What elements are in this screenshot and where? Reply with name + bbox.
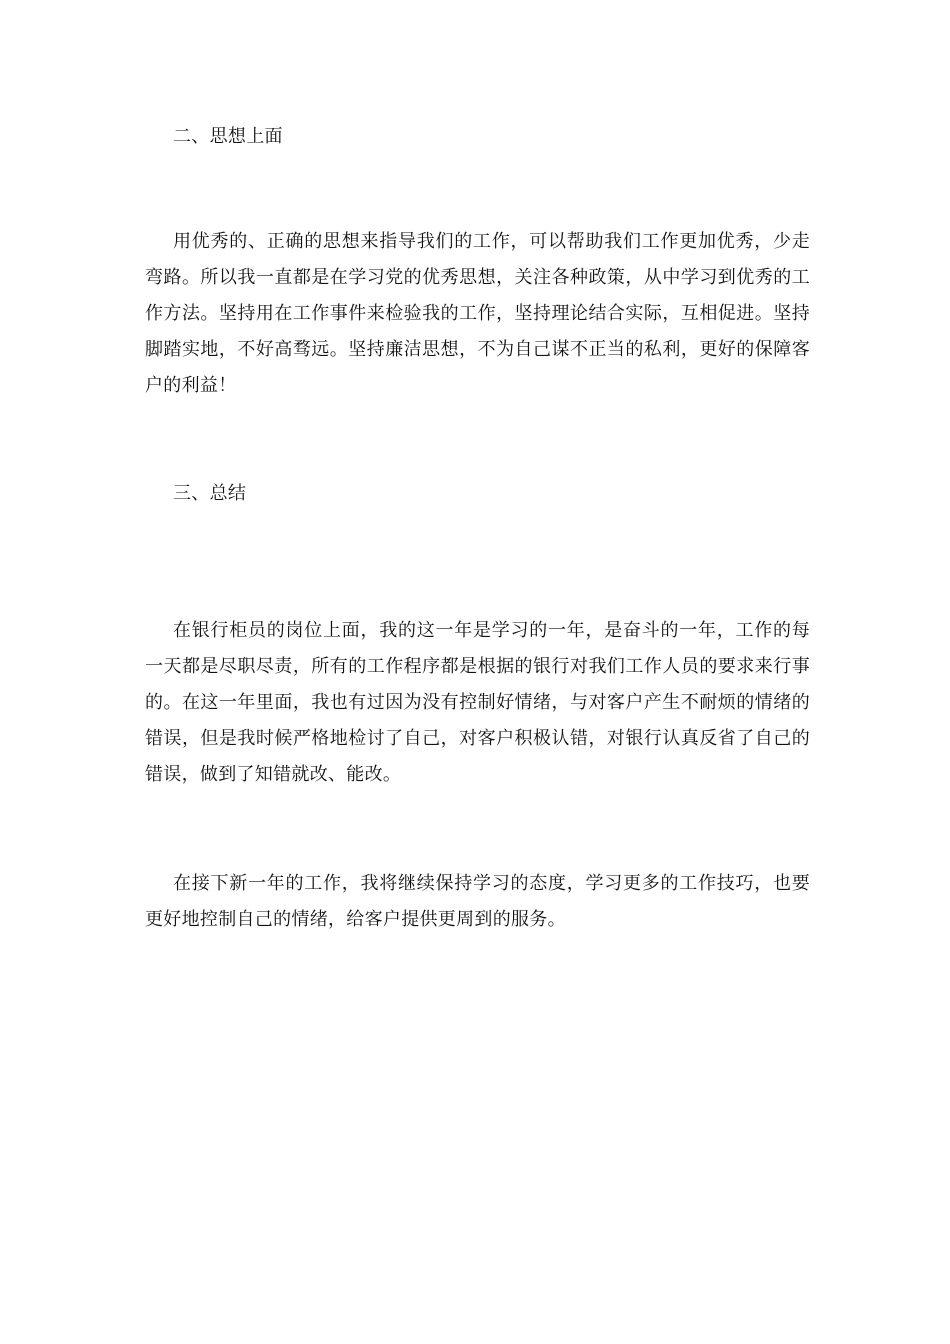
paragraph-summary-1: 在银行柜员的岗位上面，我的这一年是学习的一年，是奋斗的一年，工作的每一天都是尽职尽责，所有的工作程序都是根据的银行对我们工作人员的要求来行事的。在这一年里面，我也有过因为没有控制好情绪，与对客户产生不耐烦的情绪的错误，但是我时候严格地检讨了自己，对客户积极认错，对银行认真反省了自己的错误，做到了知错就改、能改。 [145, 620, 810, 785]
paragraph-thought: 用优秀的、正确的思想来指导我们的工作，可以帮助我们工作更加优秀，少走弯路。所以我一直都是在学习党的优秀思想，关注各种政策，从中学习到优秀的工作方法。坚持用在工作事件来检验我的工作，坚持理论结合实际，互相促进。坚持脚踏实地，不好高骛远。坚持廉洁思想，不为自己谋不正当的私利，更好的保障客户的利益！ [145, 231, 810, 396]
paragraph-summary-2: 在接下新一年的工作，我将继续保持学习的态度，学习更多的工作技巧，也要更好地控制自己的情绪，给客户提供更周到的服务。 [145, 873, 810, 930]
section-heading-thought: 二、思想上面 [173, 126, 283, 147]
section-heading-summary: 三、总结 [173, 483, 247, 504]
